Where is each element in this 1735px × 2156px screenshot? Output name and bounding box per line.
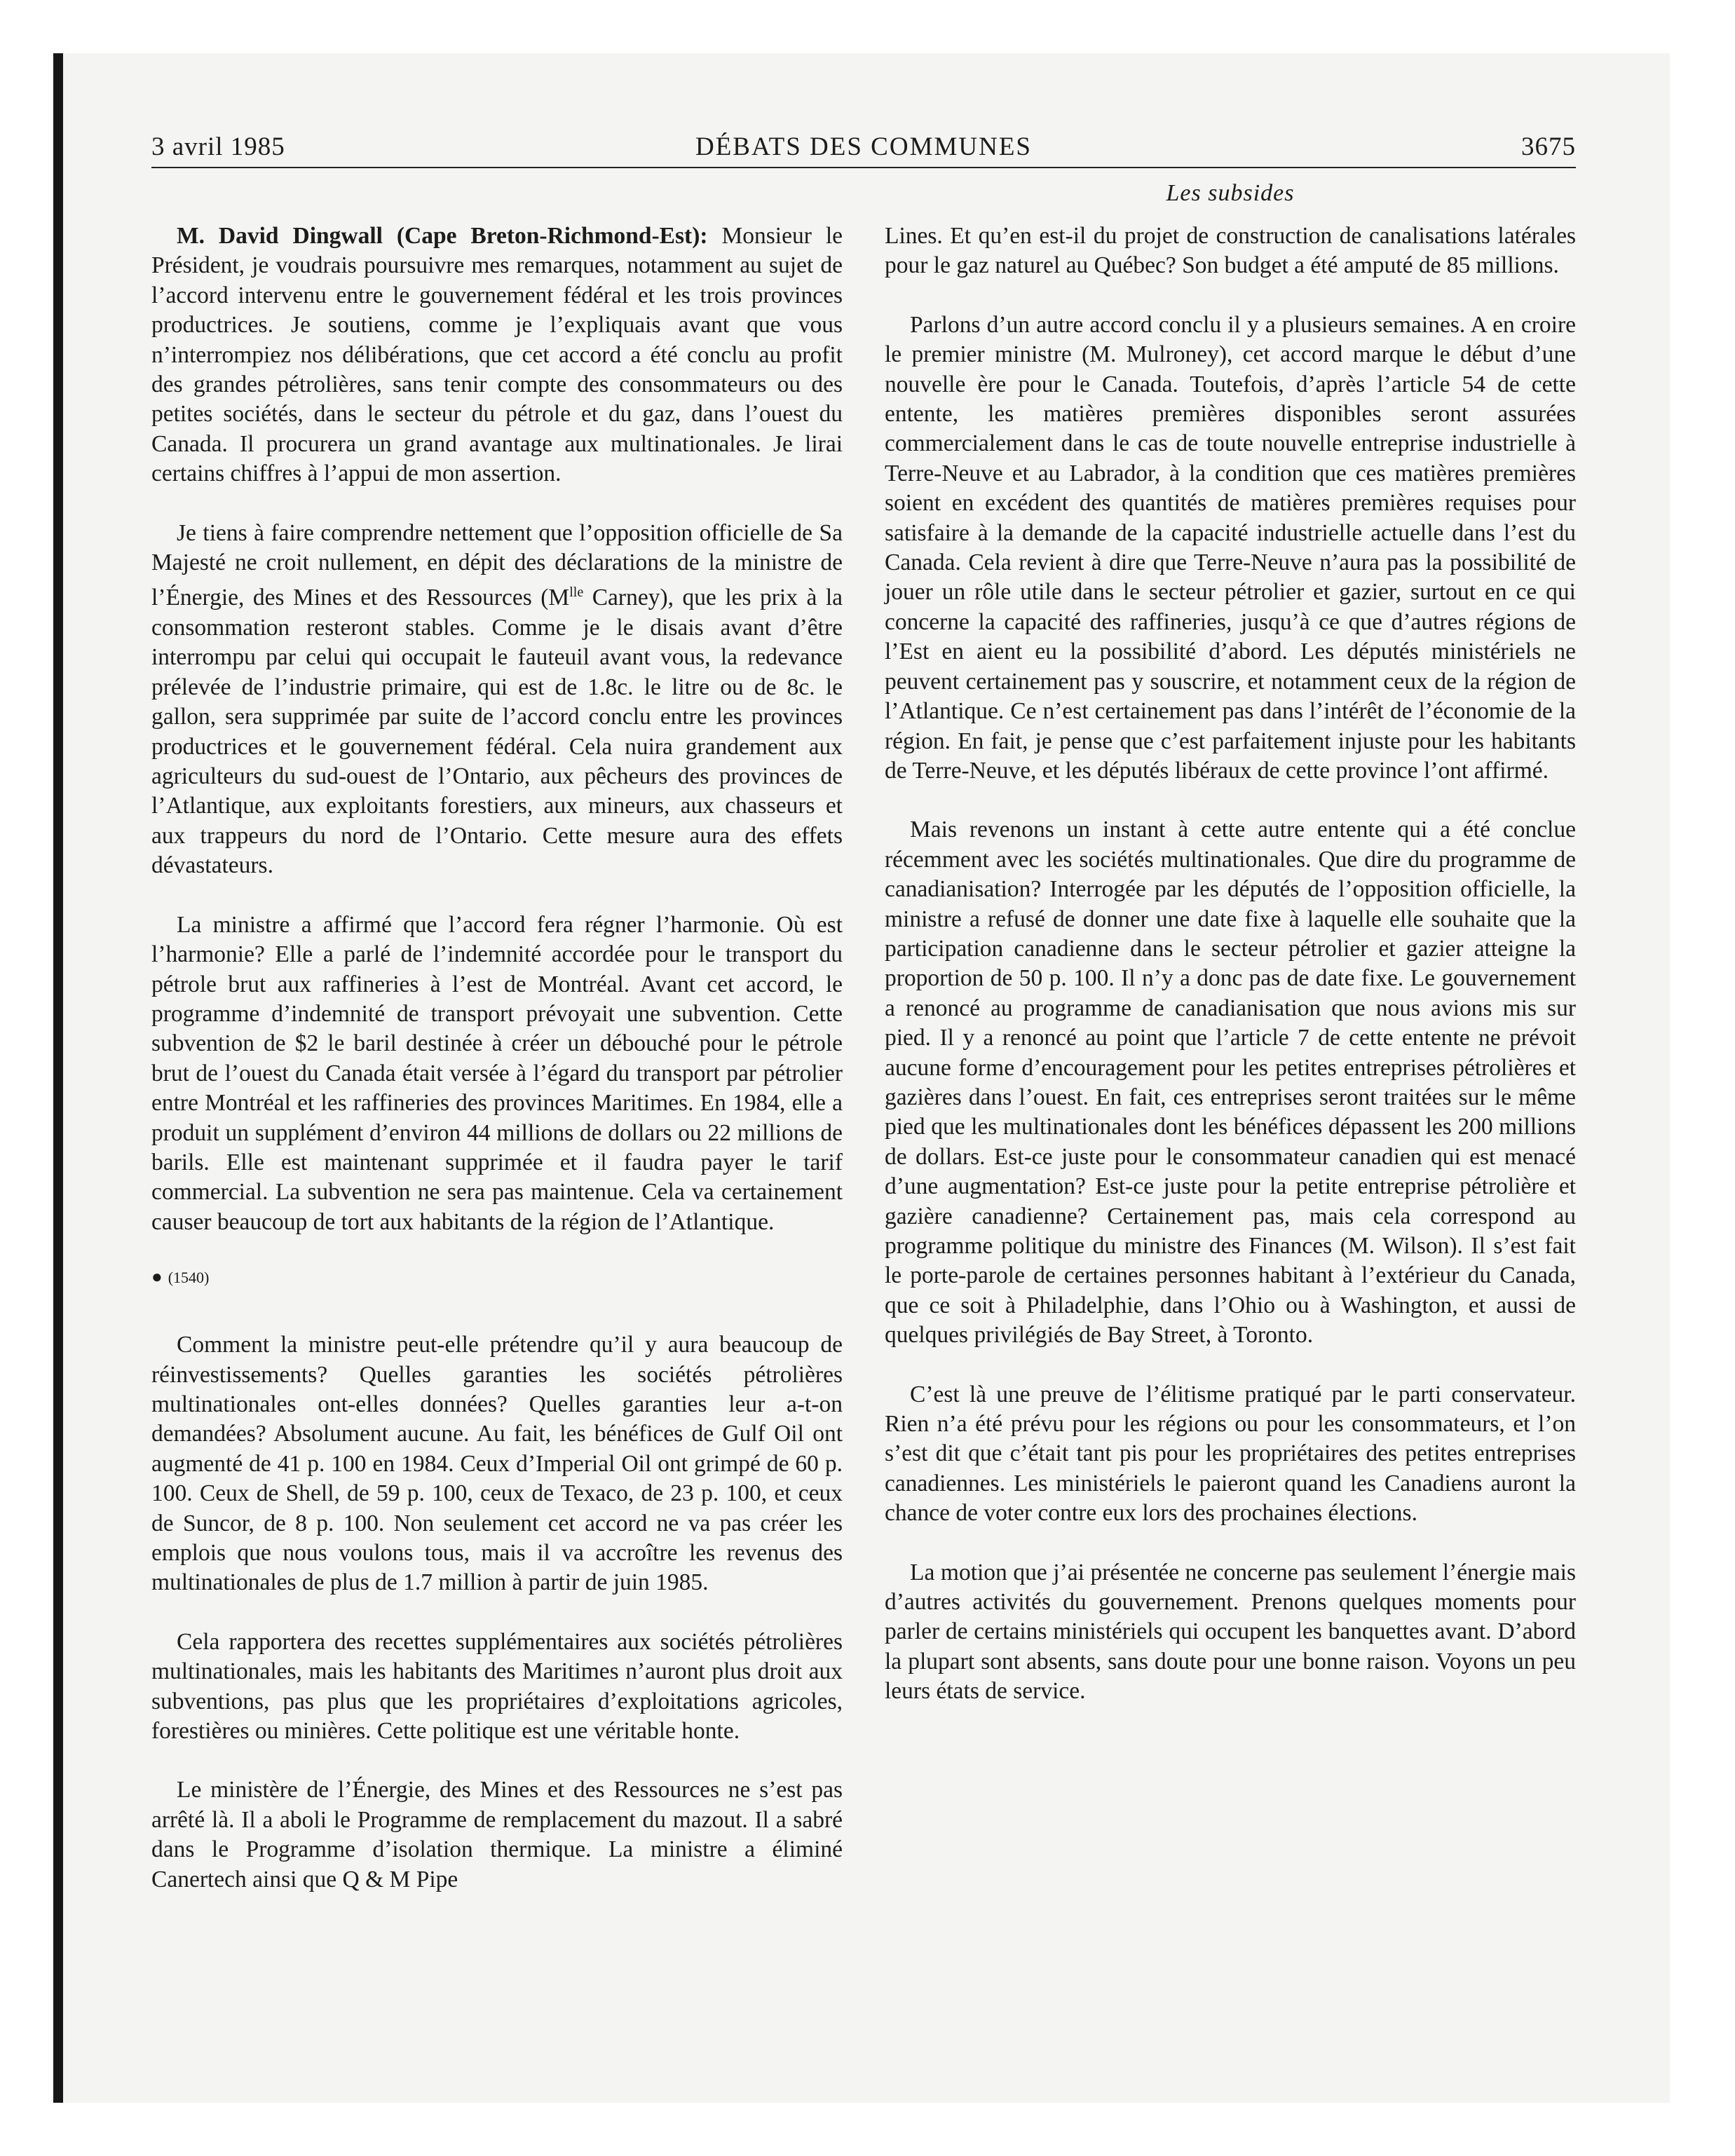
paragraph: C’est là une preuve de l’élitisme pratiqué par le parti conservateur. Rien n’a été prévu pour les régions ou pour les consommateurs, et l’on s’est dit que c’était tant pis pour les propriétaires des petites entreprises canadiennes. Les ministériels le paieront quand les Canadiens auront la chance de voter contre eux lors des prochaines élections.	[885, 1381, 1576, 1527]
superscript: lle	[569, 585, 584, 601]
header-date: 3 avril 1985	[151, 132, 285, 161]
section-title: Les subsides	[1166, 180, 1295, 206]
time-marker-text: (1540)	[168, 1269, 210, 1287]
header-title: DÉBATS DES COMMUNES	[695, 132, 1032, 161]
page-number: 3675	[1521, 132, 1576, 161]
paragraph-text: Monsieur le Président, je voudrais poursuivre mes remarques, notamment au sujet de l’accord intervenu entre le gouvernement fédéral et les trois provinces productrices. Je soutiens, comme je l’expliquais avant que vous n’interrompiez nos délibérations, que cet accord a été conclu au profit des grandes pétrolières, sans tenir compte des consommateurs ou des petites sociétés, dans le secteur du pétrole et du gaz, dans l’ouest du Canada. Il procurera un grand avantage aux multinationales. Je lirai certains chiffres à l’appui de mon assertion.	[151, 223, 843, 487]
paragraph: Comment la ministre peut-elle prétendre qu’il y aura beaucoup de réinvestissements? Quelles garanties les sociétés pétrolières multinationales ont-elles données? Quelles garanties leur a-t-on demandées? Absolument aucune. Au fait, les bénéfices de Gulf Oil ont augmenté de 41 p. 100 en 1984. Ceux d’Imperial Oil ont grimpé de 60 p. 100. Ceux de Shell, de 59 p. 100, ceux de Texaco, de 23 p. 100, et ceux de Suncor, de 8 p. 100. Non seulement cet accord ne va pas créer les emplois que nous voulons tous, mais il va accroître les revenus des multinationales de plus de 1.7 million à partir de juin 1985.	[151, 1332, 843, 1596]
right-column	[885, 221, 1576, 1736]
paragraph: Parlons d’un autre accord conclu il y a plusieurs semaines. A en croire le premier ministre (M. Mulroney), cet accord marque le début d’une nouvelle ère pour le Canada. Toutefois, d’après l’article 54 de cette entente, les matières premières disponibles seront assurées commercialement dans le cas de toute nouvelle entreprise industrielle à Terre-Neuve et au Labrador, à la condition que ces matières premières soient en excédent des quantités de matières premières requises pour satisfaire à la demande de la capacité industrielle actuelle dans l’est du Canada. Cela revient à dire que Terre-Neuve n’aura pas la possibilité de jouer un rôle utile dans le secteur pétrolier et gazier, surtout en ce qui concerne la capacité des raffineries, jusqu’à ce que d’autres régions de l’Est en aient eu la possibilité d’abord. Les députés ministériels ne peuvent certainement pas y souscrire, et notamment ceux de la région de l’Atlantique. Ce n’est certainement pas dans l’intérêt de l’économie de la région. En fait, je pense que c’est parfaitement injuste pour les habitants de Terre-Neuve, et les députés libéraux de cette province l’ont affirmé.	[885, 311, 1576, 784]
paragraph	[151, 221, 843, 489]
paragraph: La motion que j’ai présentée ne concerne pas seulement l’énergie mais d’autres activités du gouvernement. Prenons quelques moments pour parler de certains ministériels qui occupent les banquettes avant. D’abord la plupart sont absents, sans doute pour une bonne raison. Voyons un peu leurs états de service.	[885, 1559, 1576, 1705]
bullet-icon: ●	[151, 1267, 163, 1288]
paragraph: La ministre a affirmé que l’accord fera régner l’harmonie. Où est l’harmonie? Elle a parlé de l’indemnité accordée pour le transport du pétrole brut aux raffineries à l’est de Montréal. Avant cet accord, le programme d’indemnité de transport prévoyait une subvention. Cette subvention de $2 le baril destinée à créer un débouché pour le pétrole brut de l’ouest du Canada était versée à l’égard du transport par pétrolier entre Montréal et les raffineries des provinces Maritimes. En 1984, elle a produit un supplément d’environ 44 millions de dollars ou 22 millions de barils. Elle est maintenant supprimée et il faudra payer le tarif commercial. La subvention ne sera pas maintenue. Cela va certainement causer beaucoup de tort aux habitants de la région de l’Atlantique.	[151, 911, 843, 1235]
speaker-name: M. David Dingwall (Cape Breton-Richmond-Est):	[177, 223, 708, 249]
left-column	[151, 221, 843, 1924]
paragraph-text: Carney), que les prix à la consommation resteront stables. Comme je le disais avant d’être interrompu par celui qui occupait le fauteuil avant vous, la redevance prélevée de l’industrie primaire, qui est de 1.8c. le litre ou de 8c. le gallon, sera supprimée par suite de l’accord conclu entre les provinces productrices et le gouvernement fédéral. Cela nuira grandement aux agriculteurs du sud-ouest de l’Ontario, aux pêcheurs des provinces de l’Atlantique, aux exploitants forestiers, aux mineurs, aux chasseurs et aux trappeurs du nord de l’Ontario. Cette mesure aura des effets dévastateurs.	[151, 585, 843, 879]
time-marker	[151, 1267, 843, 1288]
paragraph	[151, 519, 843, 881]
paragraph-text: Je tiens à faire comprendre nettement que l’opposition officielle de Sa Majesté ne croit nullement, en dépit des déclarations de la ministre de l’Énergie, des Mines et des Ressources (M	[151, 519, 843, 611]
paragraph: Le ministère de l’Énergie, des Mines et des Ressources ne s’est pas arrêté là. Il a aboli le Programme de remplacement du mazout. Il a sabré dans le Programme d’isolation thermique. La ministre a éliminé Canertech ainsi que Q & M Pipe	[151, 1777, 843, 1892]
paragraph: Lines. Et qu’en est-il du projet de construction de canalisations latérales pour le gaz naturel au Québec? Son budget a été amputé de 85 millions.	[885, 223, 1576, 279]
header-rule	[151, 167, 1576, 168]
paragraph: Mais revenons un instant à cette autre entente qui a été conclue récemment avec les sociétés multinationales. Que dire du programme de canadianisation? Interrogée par les députés de l’opposition officielle, la ministre a refusé de donner une date fixe à laquelle elle souhaite que la participation canadienne dans le secteur pétrolier et gazier atteigne la proportion de 50 p. 100. Il n’y a donc pas de date fixe. Le gouvernement a renoncé au programme de canadianisation que nous avions mis sur pied. Il y a renoncé au point que l’article 7 de cette entente ne prévoit aucune forme d’encouragement pour les petites entreprises pétrolières et gazières dans l’ouest. En fait, ces entreprises seront traitées sur le même pied que les multinationales dont les bénéfices dépassent les 200 millions de dollars. Est-ce juste pour le consommateur canadien qui est menacé d’une augmentation? Est-ce juste pour la petite entreprise pétrolière et gazière canadienne? Certainement pas, mais cela correspond au programme politique du ministre des Finances (M. Wilson). Il s’est fait le porte-parole de certaines personnes habitant à l’extérieur du Canada, que ce soit à Philadelphie, dans l’Ohio ou à Washington, et aussi de quelques privilégiés de Bay Street, à Toronto.	[885, 817, 1576, 1349]
page-header	[151, 132, 1576, 170]
binding-edge	[53, 53, 63, 2103]
paragraph: Cela rapportera des recettes supplémentaires aux sociétés pétrolières multinationales, mais les habitants des Maritimes n’auront plus droit aux subventions, pas plus que les propriétaires d’exploitations agricoles, forestières ou minières. Cette politique est une véritable honte.	[151, 1628, 843, 1745]
